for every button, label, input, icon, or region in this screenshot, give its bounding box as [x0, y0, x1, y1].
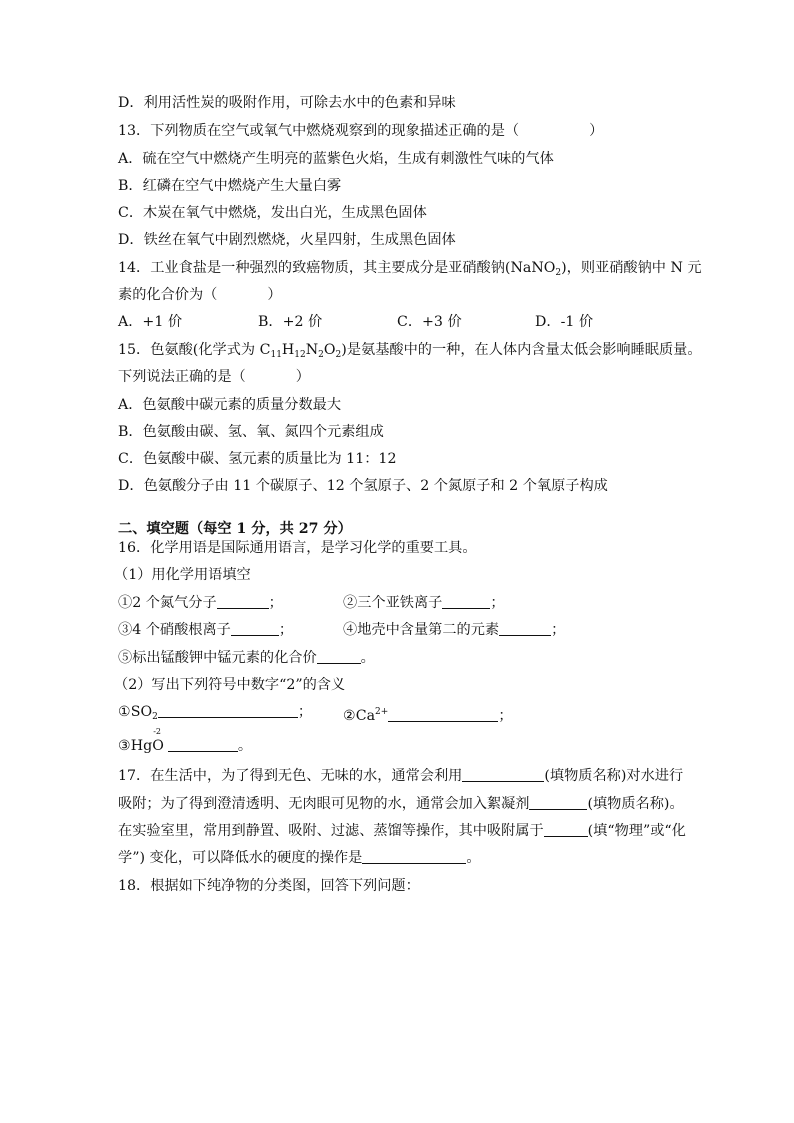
q16-symbol3-end: 。	[237, 738, 253, 754]
q14-stem-1b: )，则亚硝酸钠中 N 元	[561, 260, 702, 276]
q16-item1	[118, 594, 283, 612]
q15-stem-2: 下列说法正确的是（	[118, 369, 246, 385]
q16-part2: （2）写出下列符号中数字“2”的含义	[114, 677, 346, 693]
q14-option-b: B．+2 价	[258, 314, 323, 330]
q16-item2-label: ②三个亚铁离子	[343, 595, 443, 611]
q13-stem-end: ）	[589, 123, 604, 139]
q16-symbol3	[118, 727, 253, 755]
q16-stem: 16．化学用语是国际通用语言，是学习化学的重要工具。	[118, 540, 477, 556]
q15-stem-1b: )是氨基酸中的一种，在人体内含量太低会影响睡眠质量。	[341, 342, 702, 358]
q16-symbol2	[343, 703, 513, 725]
q16-item5-end: 。	[360, 650, 375, 666]
q17-line2-b: (填物质名称)。	[587, 796, 684, 812]
q16-item1-label: ①2 个氮气分子	[118, 595, 217, 611]
q17-blank2[interactable]	[529, 795, 587, 810]
q16-item3-label: ③4 个硝酸根离子	[118, 622, 231, 638]
q15-o: O	[323, 342, 336, 358]
q16-item4	[343, 621, 565, 639]
q16-symbol2-sup: 2+	[375, 707, 389, 717]
q16-symbol3-prefix: ③Hg	[118, 738, 153, 754]
q16-symbol3-mark: -2	[153, 727, 161, 736]
q17-line3-a: 在实验室里，常用到静置、吸附、过滤、蒸馏等操作，其中吸附属于	[118, 823, 544, 839]
q16-symbol2-prefix: ②Ca	[343, 708, 376, 724]
q16-item2-sep: ；	[490, 595, 505, 611]
q16-item2	[343, 594, 505, 612]
q16-symbol2-blank[interactable]	[388, 707, 498, 722]
q17-line1-b: (填物质名称)对水进行	[544, 768, 684, 784]
q13-option-c: C．木炭在氧气中燃烧，发出白光，生成黑色固体	[118, 205, 427, 221]
q14-stem-2-end: ）	[267, 287, 282, 303]
q17-blank4[interactable]	[362, 849, 466, 864]
q16-symbol1-sep: ；	[297, 704, 313, 720]
q16-item4-label: ④地壳中含量第二的元素	[343, 622, 500, 638]
q16-item1-sep: ；	[268, 595, 283, 611]
q17-line2-a: 吸附；为了得到澄清透明、无肉眼可见物的水，通常会加入絮凝剂	[118, 796, 530, 812]
q14-stem-line2	[118, 286, 282, 304]
q16-item1-blank[interactable]	[217, 594, 269, 609]
q16-item2-blank[interactable]	[442, 594, 490, 609]
q16-symbol1-blank[interactable]	[158, 703, 298, 718]
q17-blank3[interactable]	[544, 822, 588, 837]
q16-part1: （1）用化学用语填空	[114, 567, 251, 583]
q16-symbol1-prefix: ①SO	[118, 704, 153, 720]
q15-sub-n: 2	[318, 350, 324, 360]
q16-symbol3-o-text: O	[152, 738, 164, 754]
q14-stem-2: 素的化合价为（	[118, 287, 218, 303]
q17-line3-b: (填“物理”或“化	[587, 823, 686, 839]
q15-h: H	[281, 342, 295, 358]
q18-stem: 18．根据如下纯净物的分类图，回答下列问题：	[118, 878, 420, 894]
q17-line3	[118, 822, 686, 840]
q17-blank1[interactable]	[462, 767, 544, 782]
q16-symbol3-blank[interactable]	[168, 737, 238, 752]
q16-symbol1-sub: 2	[152, 712, 158, 722]
q15-option-c: C．色氨酸中碳、氢元素的质量比为 11：12	[118, 451, 397, 467]
q15-option-b: B．色氨酸由碳、氢、氧、氮四个元素组成	[118, 424, 384, 440]
q15-sub-o: 2	[335, 350, 342, 360]
q15-sub-c: 11	[270, 350, 282, 360]
q14-option-c: C．+3 价	[397, 314, 462, 330]
q16-item5-label: ⑤标出锰酸钾中锰元素的化合价	[118, 650, 317, 666]
q14-option-a: A．+1 价	[118, 314, 183, 330]
q13-option-b: B．红磷在空气中燃烧产生大量白雾	[118, 178, 342, 194]
q16-symbol1	[118, 703, 312, 726]
q15-option-d: D．色氨酸分子由 11 个碳原子、12 个氢原子、2 个氮原子和 2 个氧原子构成	[118, 478, 608, 494]
q17-line2	[118, 795, 684, 813]
q14-option-d: D．-1 价	[535, 314, 594, 330]
q14-stem-1a: 14．工业食盐是一种强烈的致癌物质，其主要成分是亚硝酸钠(NaNO	[118, 260, 556, 276]
q16-symbol3-o	[152, 727, 164, 755]
q16-item5-blank[interactable]	[317, 649, 361, 664]
q15-sub-h: 12	[294, 350, 306, 360]
q16-item3-sep: ；	[278, 622, 294, 638]
q15-option-a: A．色氨酸中碳元素的质量分数最大	[118, 397, 342, 413]
q13-option-d: D．铁丝在氧气中剧烈燃烧，火星四射，生成黑色固体	[118, 232, 456, 248]
q12-option-d: D．利用活性炭的吸附作用，可除去水中的色素和异味	[118, 95, 456, 111]
q15-stem-line1	[118, 341, 702, 364]
q17-line4	[118, 849, 481, 867]
q15-stem-line2	[118, 368, 310, 386]
section2-title: 二、填空题（每空 1 分，共 27 分）	[118, 521, 352, 537]
q15-n: N	[305, 342, 319, 358]
q17-line1	[118, 767, 683, 785]
q16-item3-blank[interactable]	[231, 621, 279, 636]
q16-item4-sep: ；	[551, 622, 566, 638]
q16-item5	[118, 649, 375, 667]
q16-item4-blank[interactable]	[499, 621, 551, 636]
q14-stem-sub: 2	[555, 268, 562, 278]
q16-item3	[118, 621, 293, 639]
q17-line4-b: 。	[466, 850, 481, 866]
q17-line1-a: 17．在生活中，为了得到无色、无味的水，通常会利用	[118, 768, 463, 784]
q13-stem-text: 13．下列物质在空气或氧气中燃烧观察到的现象描述正确的是（	[118, 123, 520, 139]
q16-symbol2-sep: ；	[498, 708, 513, 724]
q17-line4-a: 学”) 变化，可以降低水的硬度的操作是	[118, 850, 363, 866]
q15-stem-2-end: ）	[295, 369, 310, 385]
q14-stem-line1	[118, 259, 702, 282]
q13-stem	[118, 122, 603, 140]
q15-stem-1a: 15．色氨酸(化学式为 C	[118, 342, 271, 358]
q13-option-a: A．硫在空气中燃烧产生明亮的蓝紫色火焰，生成有刺激性气味的气体	[118, 151, 554, 167]
